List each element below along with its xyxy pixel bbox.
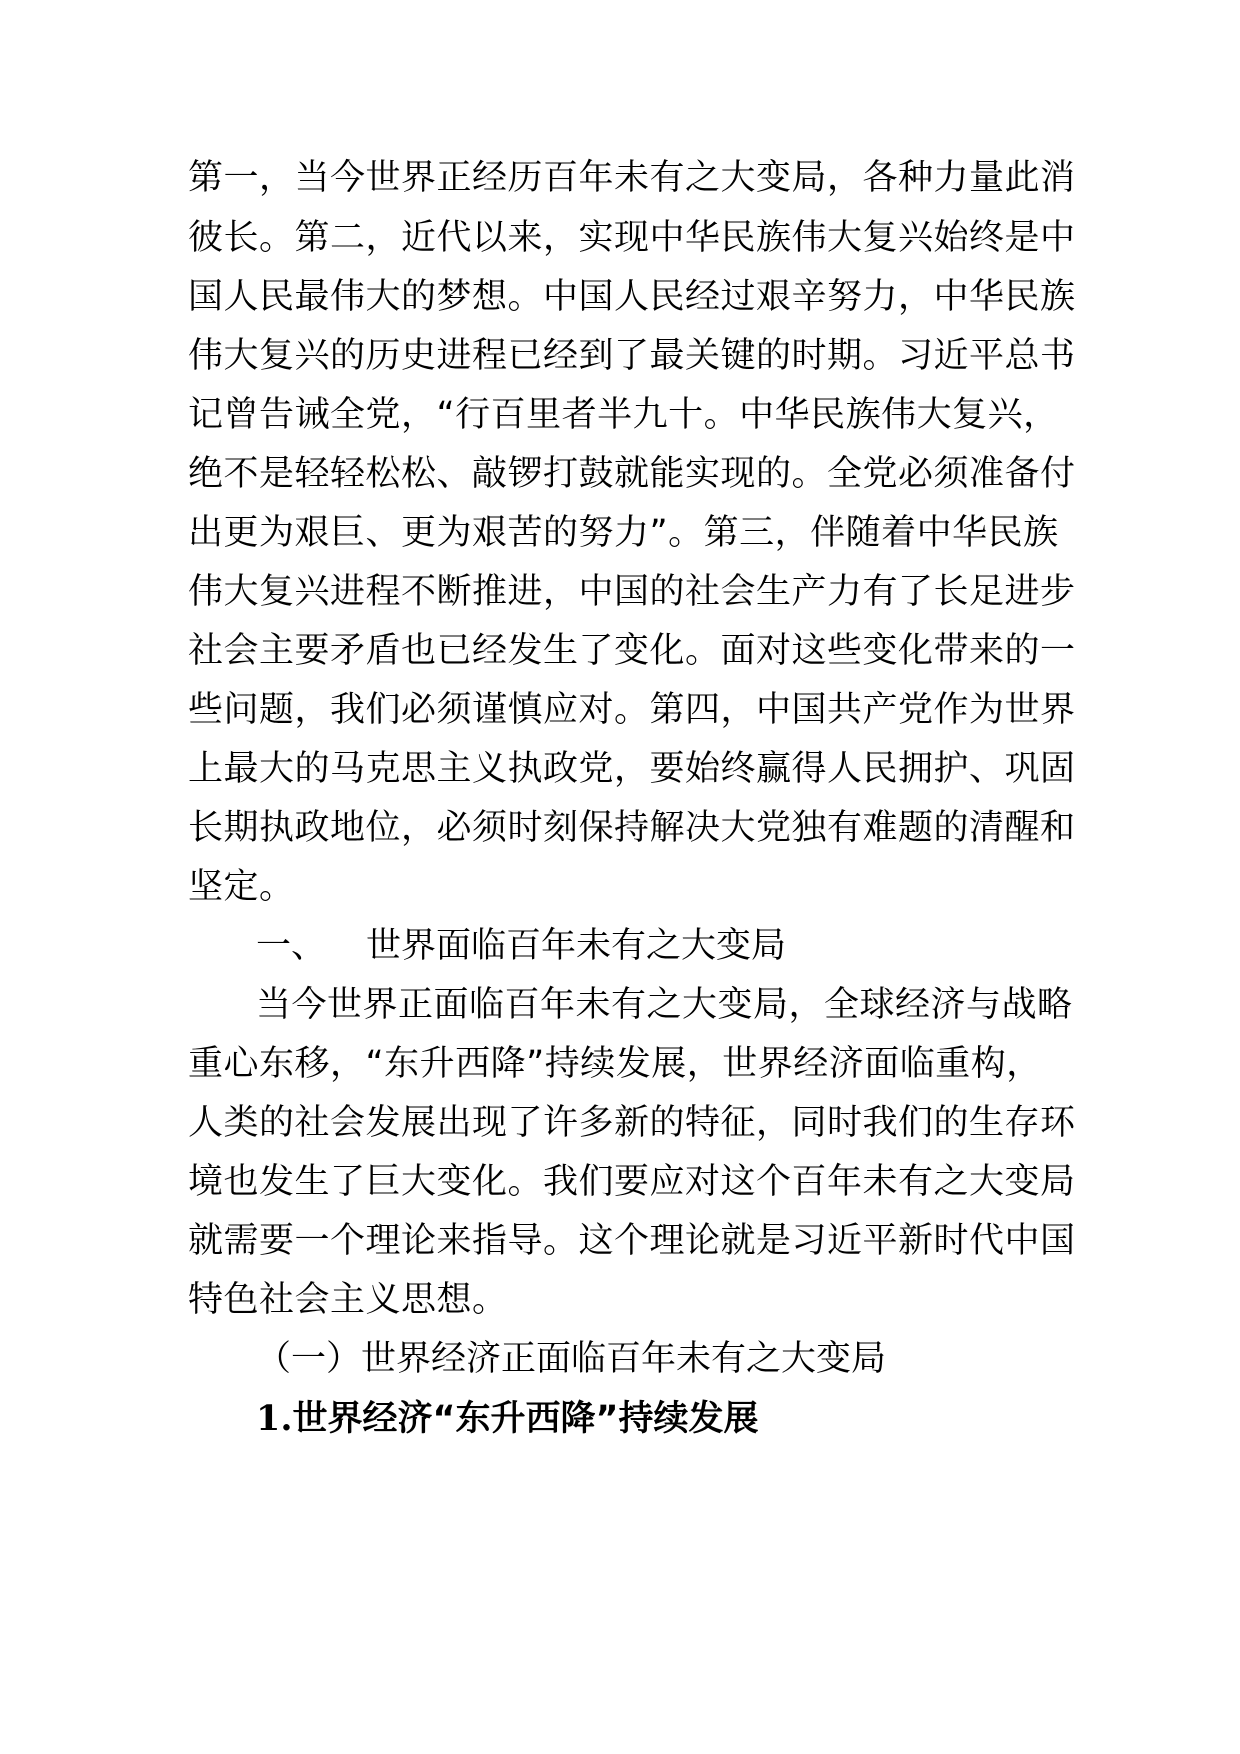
paragraph-line: 伟大复兴进程不断推进，中国的社会生产力有了长足进步 <box>188 572 1076 612</box>
paragraph-line: 第一，当今世界正经历百年未有之大变局，各种力量此消 <box>188 158 1076 198</box>
paragraph-line: 社会主要矛盾也已经发生了变化。面对这些变化带来的一 <box>188 631 1076 671</box>
paragraph-line: 境也发生了巨大变化。我们要应对这个百年未有之大变局 <box>188 1162 1076 1202</box>
paragraph-line: 长期执政地位，必须时刻保持解决大党独有难题的清醒和 <box>188 808 1076 848</box>
paragraph-line: 国人民最伟大的梦想。中国人民经过艰辛努力，中华民族 <box>188 277 1076 317</box>
section-title: 世界面临百年未有之大变局 <box>366 926 787 966</box>
paragraph-line: 伟大复兴的历史进程已经到了最关键的时期。习近平总书 <box>188 336 1076 376</box>
paragraph-line: 当今世界正面临百年未有之大变局，全球经济与战略 <box>256 985 1073 1025</box>
paragraph-line: 记曾告诫全党，“行百里者半九十。中华民族伟大复兴， <box>188 395 1059 435</box>
paragraph-line: 出更为艰巨、更为艰苦的努力”。第三，伴随着中华民族 <box>188 513 1059 553</box>
section-number: 一、 <box>256 926 327 966</box>
point-title: 世界经济“东升西降”持续发展 <box>292 1399 759 1439</box>
subsection-heading: （一）世界经济正面临百年未有之大变局 <box>256 1339 887 1379</box>
section-heading <box>256 913 786 979</box>
paragraph-line: 坚定。 <box>188 867 295 907</box>
paragraph-line: 人类的社会发展出现了许多新的特征，同时我们的生存环 <box>188 1103 1076 1143</box>
paragraph-line: 就需要一个理论来指导。这个理论就是习近平新时代中国 <box>188 1221 1076 1261</box>
paragraph-line: 特色社会主义思想。 <box>188 1280 508 1320</box>
paragraph-line: 重心东移，“东升西降”持续发展，世界经济面临重构， <box>188 1044 1042 1084</box>
paragraph-line: 上最大的马克思主义执政党，要始终赢得人民拥护、巩固 <box>188 749 1076 789</box>
paragraph-line: 绝不是轻轻松松、敲锣打鼓就能实现的。全党必须准备付 <box>188 454 1076 494</box>
paragraph-line: 彼长。第二，近代以来，实现中华民族伟大复兴始终是中 <box>188 218 1076 258</box>
point-heading <box>256 1386 759 1452</box>
point-number: 1. <box>256 1398 293 1439</box>
paragraph-line: 些问题，我们必须谨慎应对。第四，中国共产党作为世界 <box>188 690 1076 730</box>
